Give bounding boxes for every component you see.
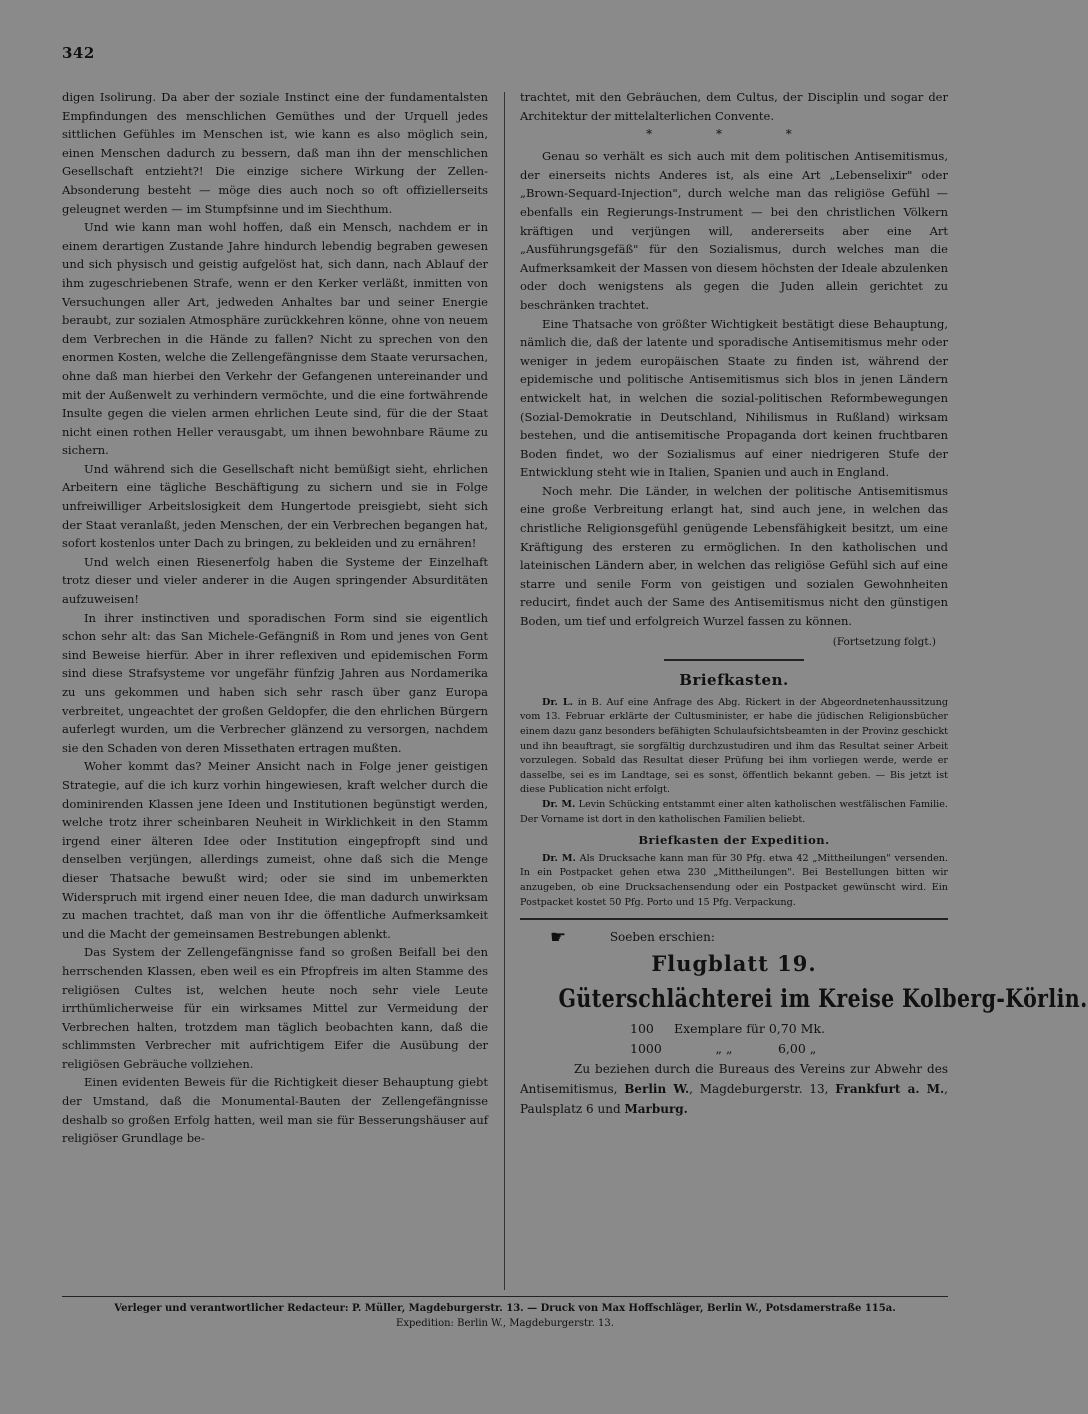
price-qty: 1000	[630, 1040, 662, 1056]
entry-label: Dr. M.	[542, 798, 576, 810]
right-paragraph-continuation: trachtet, mit den Gebräuchen, dem Cultus, der Disciplin und sogar der Architektur der mittelalterlichen Convente.	[520, 90, 948, 123]
briefkasten-expedition-heading: Briefkasten der Expedition.	[638, 833, 830, 848]
expedition-entry	[520, 852, 948, 910]
price-amount: 6,00 „	[777, 1040, 817, 1056]
left-paragraph-3: Und während sich die Gesellschaft nicht bemüßigt sieht, ehrlichen Arbeitern eine tägliche Beschäftigung zu sichern und sie in Folge unfreiwilliger Arbeitslosigkeit dem Hungertode preisgiebt, sieht sich der Staat veranlaßt, jeden Menschen, der ein Verbrechen begangen hat, sofort kostenlos unter Dach zu bringen, zu bekleiden und zu ernähren!	[62, 461, 488, 551]
ad-city: Berlin W.	[624, 1081, 690, 1096]
ad-title: Flugblatt 19.	[651, 950, 817, 976]
continuation-note: (Fortsetzung folgt.)	[832, 635, 936, 648]
left-paragraph-7: Das System der Zellengefängnisse fand so großen Beifall bei den herrschenden Klassen, eben weil es ein Pfropfreis im alten Stamme des religiösen Cultes ist, welchen heute noch sehr viele Leute irrthümlicherweise für ein wirksames Mittel zur Vermeidung der Verbrechen halten, trotzdem man täglich beobachten kann, daß die schlimmsten Verbrecher mit aufrichtigem Eifer die Ausübung der religiösen Gebräuche vollziehen.	[62, 945, 488, 1071]
briefkasten-entry	[520, 798, 948, 827]
page-number: 342	[62, 44, 95, 62]
ad-city: Marburg.	[624, 1101, 688, 1116]
right-paragraph-3: Noch mehr. Die Länder, in welchen der politische Antisemitismus eine große Verbreitung erlangt hat, sind auch jene, in welchen das christliche Religionsgefühl genügende Lebensfähigkeit besitzt, um eine Kräftigung des ersteren zu ermöglichen. In den katholischen und lateinischen Ländern aber, in welchen das religiöse Gefühl sich auf eine starre und senile Form von geistigen und sozialen Gewohnheiten reducirt, findet auch der Same des Antisemitismus nicht den günstigen Boden, um tief und erfolgreich Wurzel fassen zu können.	[520, 483, 948, 629]
right-paragraph-2: Eine Thatsache von größter Wichtigkeit bestätigt diese Behauptung, nämlich die, daß der latente und sporadische Antisemitismus mehr oder weniger in jedem europäischen Staate zu finden ist, während der epidemische und politische Antisemitismus sich blos in jenen Ländern entwickelt hat, in welchen die sozial-politischen Reformbewegungen (Sozial-Demokratie in Deutschland, Nihilismus in Rußland) wirksam bestehen, und die antisemitische Propaganda dort keinen fruchtbaren Boden findet, wo der Sozialismus auf einer niedrigeren Stufe der Entwicklung steht wie in Italien, Spanien und auch in England.	[520, 316, 948, 480]
left-column	[62, 88, 488, 1148]
ad-body-text: Zu beziehen durch die Bureaus des Vereins zur Abwehr des Antisemitismus,	[520, 1061, 948, 1096]
ad-body-text: , Magdeburgerstr. 13,	[689, 1081, 829, 1096]
pointing-hand-icon: ☛	[550, 926, 567, 948]
ad-price-row	[630, 1039, 948, 1059]
briefkasten-entry	[520, 696, 948, 798]
imprint-footer	[62, 1296, 948, 1331]
price-qty: 100	[630, 1020, 654, 1036]
left-paragraph-1: digen Isolirung. Da aber der soziale Instinct eine der fundamentalsten Empfindungen des menschlichen Gemüthes und der Urquell jedes sittlichen Gefühles im Menschen ist, wie kann es also möglich sein, einen Menschen dadurch zu bessern, daß man ihn der menschlichen Gesellschaft entzieht?! Die einzige sichere Wirkung der Zellen-Absonderung besteht — möge dies auch noch so oft offiziellerseits geleugnet werden — im Stumpfsinne und im Siechthum.	[62, 90, 488, 216]
entry-label: Dr. L.	[542, 696, 573, 708]
briefkasten-heading: Briefkasten.	[679, 671, 789, 690]
ad-body-text: , Paulsplatz 6 und	[520, 1081, 948, 1116]
right-paragraph-1: Genau so verhält es sich auch mit dem politischen Antisemitismus, der einerseits nichts Anderes ist, als eine Art „Lebenselixir" oder „Brown-Sequard-Injection", durch welche man das religiöse Gefühl — ebenfalls ein Regierungs-Instrument — bei den christlichen Völkern kräftigen und verjüngen will, andererseits aber eine Art „Ausführungsgefäß" für den Sozialismus, durch welches man die Aufmerksamkeit der Massen von diesem höchsten der Ideale abzulenken oder doch wenigstens als gegen die Juden allein gerichtet zu beschränken trachtet.	[520, 149, 948, 312]
left-paragraph-8: Einen evidenten Beweis für die Richtigkeit dieser Behauptung giebt der Umstand, daß die Monumental-Bauten der Zellengefängnisse deshalb so großen Erfolg hatten, weil man sie für Besserungshäuser auf religiöser Grundlage be-	[62, 1075, 488, 1146]
ad-headline: Güterschlächterei im Kreise Kolberg-Körlin.	[558, 983, 1088, 1013]
ad-body	[520, 1059, 948, 1119]
entry-text: Als Drucksache kann man für 30 Pfg. etwa 42 „Mittheilungen" versenden. In ein Postpacket gehen etwa 230 „Mittheilungen". Bei Bestellungen bitten wir anzugeben, ob eine Drucksachensendung oder ein Postpacket gewünscht wird. Ein Postpacket kostet 50 Pfg. Porto und 15 Pfg. Verpackung.	[520, 852, 948, 908]
left-paragraph-4: Und welch einen Riesenerfolg haben die Systeme der Einzelhaft trotz dieser und vieler anderer in die Augen springender Absurditäten aufzuweisen!	[62, 554, 488, 607]
ad-city: Frankfurt a. M.	[835, 1081, 945, 1096]
price-label: „ „	[715, 1040, 733, 1056]
expedition-line: Expedition: Berlin W., Magdeburgerstr. 13.	[396, 1318, 614, 1329]
advertisement	[520, 918, 1088, 1119]
price-amount: 0,70 Mk.	[768, 1020, 826, 1036]
imprint-line: Verleger und verantwortlicher Redacteur: P. Müller, Magdeburgerstr. 13. — Druck von Max Hoffschläger, Berlin W., Potsdamerstraße 115a.	[114, 1303, 896, 1314]
ad-price-row	[630, 1019, 948, 1039]
entry-text: in B. Auf eine Anfrage des Abg. Rickert in der Abgeordnetenhaussitzung vom 13. Februar erklärte der Cultusminister, er habe die jüdischen Religionsbücher einem dazu ganz besonders befähigten Schulaufsichtsbeamten in der Provinz geschickt und ihn beauftragt, sie sorgfältig durchzustudiren und ihm das Resultat seiner Arbeit vorzulegen. Sobald das Resultat dieser Prüfung bei ihm vorliegen werde, werde er dasselbe, sei es im Landtage, sei es sonst, öffentlich bekannt geben. — Bis jetzt ist diese Publication nicht erfolgt.	[520, 696, 948, 796]
column-divider	[504, 92, 505, 1290]
entry-label: Dr. M.	[542, 852, 576, 864]
price-label: Exemplare für	[673, 1020, 765, 1036]
section-rule	[664, 659, 804, 661]
left-paragraph-2: Und wie kann man wohl hoffen, daß ein Mensch, nachdem er in einem derartigen Zustande Jahre hindurch lebendig begraben gewesen und sich physisch und geistig aufgelöst hat, sich dann, nach Ablauf der ihm zugeschriebenen Strafe, wenn er den Kerker verläßt, inmitten von Versuchungen aller Art, jedweden Anhaltes bar und seiner Energie beraubt, zur sozialen Atmosphäre zurückkehren könne, ohne von neuem dem Verbrechen in die Hände zu fallen? Nicht zu sprechen von den enormen Kosten, welche die Zellengefängnisse dem Staate verursachen, ohne daß man hierbei den Verkehr der Gefangenen untereinander und mit der Außenwelt zu verhindern vermöchte, und die eine fortwährende Insulte gegen die vielen armen ehrlichen Leute sind, für die der Staat nicht einen rothen Heller verausgabt, um ihnen bewohnbare Räume zu sichern.	[62, 220, 488, 458]
left-paragraph-6: Woher kommt das? Meiner Ansicht nach in Folge jener geistigen Strategie, auf die ich kurz vorhin hingewiesen, kraft welcher durch die dominirenden Klassen jene Ideen und Institutionen begünstigt werden, welche trotz ihrer scheinbaren Neuheit in Wirklichkeit in den Stamm irgend einer älteren Idee oder Institution eingepfropft sind und denselben verjüngen, allerdings zumeist, ohne daß sich die Menge dieser Thatsache bewußt wird; oder sie sind im unbemerkten Widerspruch mit irgend einer neuen Idee, die man dadurch unwirksam zu machen trachtet, daß man von ihr die öffentliche Aufmerksamkeit und die Macht der gemeinsamen Bestrebungen ablenkt.	[62, 759, 488, 941]
left-paragraph-5: In ihrer instinctiven und sporadischen Form sind sie eigentlich schon sehr alt: das San Michele-Gefängniß in Rom und jenes von Gent sind Beweise hierfür. Aber in ihrer reflexiven und epidemischen Form sind diese Strafsysteme vor ungefähr fünfzig Jahren aus Nordamerika zu uns gekommen und haben sich sehr rasch über ganz Europa verbreitet, ungeachtet der großen Geldopfer, die den ehrlichen Bürgern auferlegt wurden, um die Verbrecher glänzend zu versorgen, nachdem sie den Schaden von deren Missethaten ertragen mußten.	[62, 610, 488, 755]
entry-text: Levin Schücking entstammt einer alten katholischen westfälischen Familie. Der Vorname ist dort in den katholischen Familien beliebt.	[520, 798, 948, 825]
ad-announce: Soeben erschien:	[609, 930, 715, 945]
briefkasten-entries	[520, 696, 948, 910]
asterism-divider: * * *	[646, 127, 822, 142]
right-column	[520, 88, 1088, 1119]
